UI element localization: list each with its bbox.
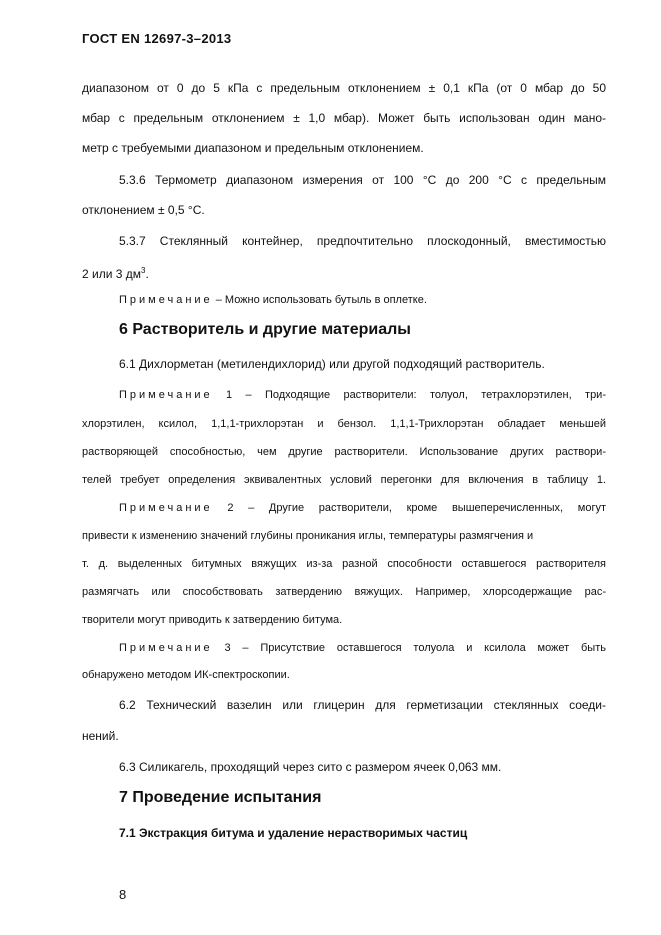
note-label: Примечание: [119, 502, 213, 514]
note-1-line: хлорэтилен, ксилол, 1,1,1-трихлорэтан и бензол. 1,1,1-Трихлорэтан обладает меньшей: [82, 418, 606, 430]
document-header: ГОСТ EN 12697-3–2013: [82, 31, 232, 46]
paragraph-line: метр с требуемыми диапазоном и предельным отклонением.: [82, 141, 424, 155]
section-7-1-heading: 7.1 Экстракция битума и удаление нерастворимых частиц: [119, 826, 468, 840]
superscript: 3: [141, 266, 146, 275]
note-label: Примечание: [119, 642, 213, 654]
section-7-heading: 7 Проведение испытания: [119, 789, 322, 806]
clause-5-3-7-line: 2 или 3 $дм^3$.: [82, 266, 149, 281]
clause-6-1-line: 6.1 Дихлорметан (метилендихлорид) или другой подходящий растворитель.: [119, 357, 545, 371]
paragraph-line: диапазоном от 0 до 5 кПа с предельным отклонением ± 0,1 кПа (от 0 мбар до 50: [82, 81, 606, 95]
section-6-heading: 6 Растворитель и другие материалы: [119, 321, 411, 338]
clause-6-2-line: нений.: [82, 729, 119, 743]
clause-5-3-6-line: 5.3.6 Термометр диапазоном измерения от 100 °С до 200 °С с предельным: [119, 173, 606, 187]
note-2-line: т. д. выделенных битумных вяжущих из-за разной способности оставшегося растворителя: [82, 558, 606, 570]
clause-6-2-line: 6.2 Технический вазелин или глицерин для герметизации стеклянных соеди-: [119, 698, 606, 712]
note-label: Примечание: [119, 294, 213, 306]
clause-5-3-7-line: 5.3.7 Стеклянный контейнер, предпочтительно плоскодонный, вместимостью: [119, 234, 606, 248]
note-line: Примечание – Можно использовать бутыль в оплетке.: [119, 294, 427, 306]
note-1-line: Примечание 1 – Подходящие растворители: толуол, тетрахлорэтилен, три-: [119, 389, 606, 401]
note-3-line: обнаружено методом ИК-спектроскопии.: [82, 669, 290, 681]
clause-6-3-line: 6.3 Силикагель, проходящий через сито с размером ячеек 0,063 мм.: [119, 760, 502, 774]
note-1-line: растворяющей способностью, чем другие растворители. Использование других раствори-: [82, 446, 606, 458]
note-2-line: Примечание 2 – Другие растворители, кроме вышеперечисленных, могут: [119, 502, 606, 514]
note-2-line: размягчать или способствовать затвердению вяжущих. Например, хлорсодержащие рас-: [82, 586, 606, 598]
note-2-line: привести к изменению значений глубины проникания иглы, температуры размягчения и: [82, 530, 534, 542]
note-2-line: творители могут приводить к затвердению битума.: [82, 614, 343, 626]
note-3-line: Примечание 3 – Присутствие оставшегося толуола и ксилола может быть: [119, 642, 606, 654]
clause-5-3-6-line: отклонением ± 0,5 °С.: [82, 203, 205, 217]
note-1-line: телей требует определения эквивалентных условий перегонки для включения в таблицу 1.: [82, 474, 606, 486]
page-number: 8: [119, 887, 127, 902]
note-label: Примечание: [119, 389, 213, 401]
paragraph-line: мбар с предельным отклонением ± 1,0 мбар). Может быть использован один мано-: [82, 111, 606, 125]
